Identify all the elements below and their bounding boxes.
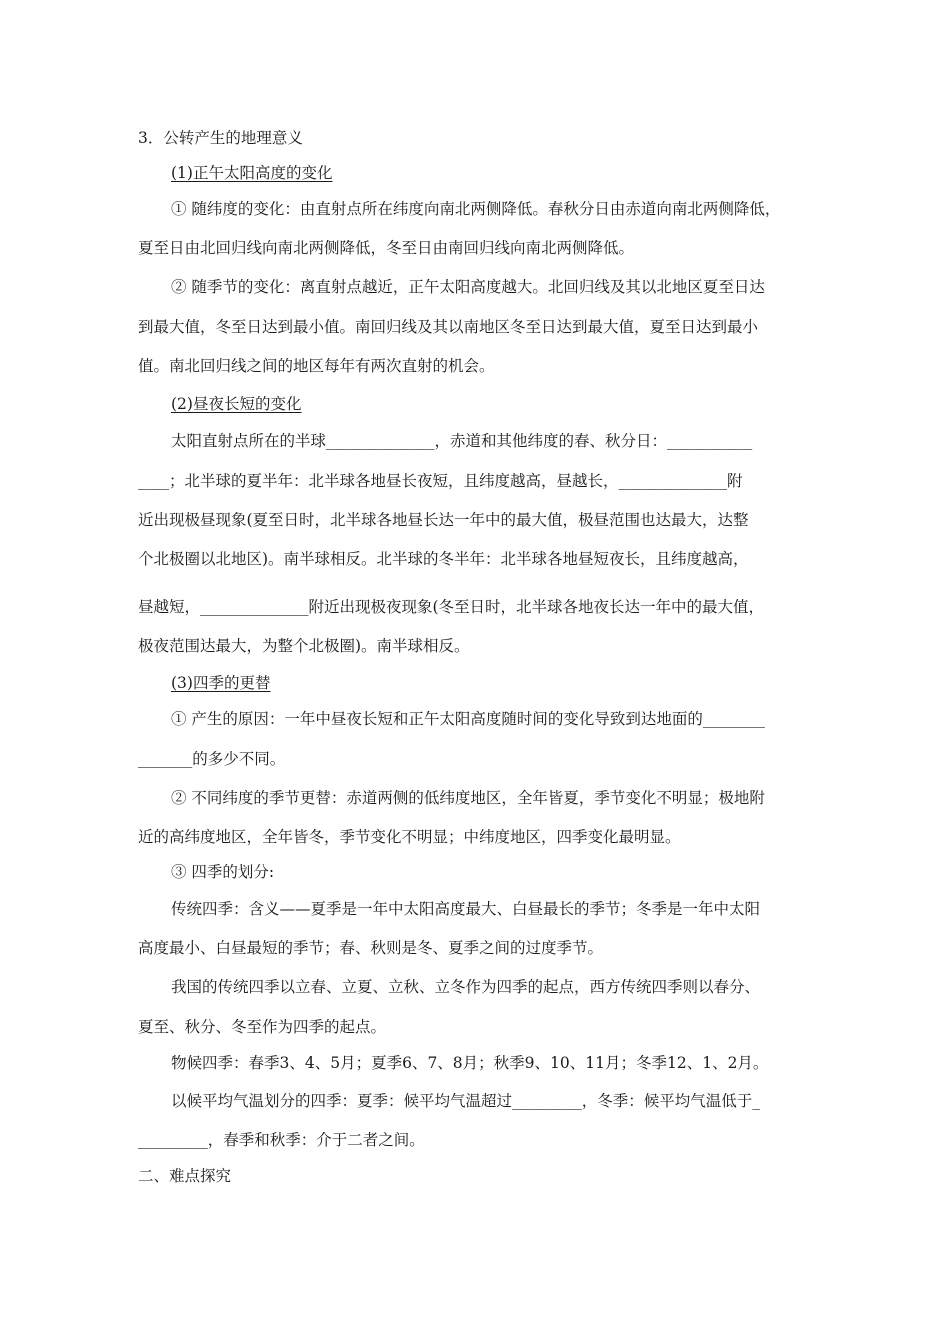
paragraph-line: _________，春季和秋季：介于二者之间。	[138, 1131, 425, 1149]
paragraph-line: ② 不同纬度的季节更替：赤道两侧的低纬度地区，全年皆夏，季节变化不明显；极地附	[171, 789, 765, 807]
section-title: 二、难点探究	[138, 1167, 232, 1185]
paragraph-line: ____；北半球的夏半年：北半球各地昼长夜短，且纬度越高，昼越长，______________附	[138, 472, 743, 490]
paragraph-line: 个北极圈以北地区)。南半球相反。北半球的冬半年：北半球各地昼短夜长，且纬度越高，	[138, 550, 749, 568]
paragraph-line: 值。南北回归线之间的地区每年有两次直射的机会。	[138, 357, 495, 375]
paragraph-line: 近的高纬度地区，全年皆冬，季节变化不明显；中纬度地区，四季变化最明显。	[138, 828, 681, 846]
subsection-title-day-length: (2)昼夜长短的变化	[171, 395, 302, 413]
paragraph-line: ① 产生的原因：一年中昼夜长短和正午太阳高度随时间的变化导致到达地面的________	[171, 710, 765, 728]
paragraph-line: _______的多少不同。	[138, 750, 286, 768]
paragraph-line: 我国的传统四季以立春、立夏、立秋、立冬作为四季的起点，西方传统四季则以春分、	[171, 978, 761, 996]
paragraph-line: 高度最小、白昼最短的季节；春、秋则是冬、夏季之间的过度季节。	[138, 939, 604, 957]
paragraph-line: ② 随季节的变化：离直射点越近，正午太阳高度越大。北回归线及其以北地区夏至日达	[171, 278, 765, 296]
paragraph-line: 物候四季：春季3、4、5月；夏季6、7、8月；秋季9、10、11月；冬季12、1、2月。	[171, 1054, 769, 1072]
section-title: 3．公转产生的地理意义	[138, 129, 303, 147]
paragraph-line: 到最大值，冬至日达到最小值。南回归线及其以南地区冬至日达到最大值，夏至日达到最小	[138, 318, 759, 336]
paragraph-line: ③ 四季的划分:	[171, 863, 275, 881]
subsection-title-solar-altitude: (1)正午太阳高度的变化	[171, 164, 333, 182]
paragraph-line: 昼越短，______________附近出现极夜现象(冬至日时，北半球各地夜长达一年中的最大值，	[138, 598, 765, 616]
paragraph-line: 传统四季：含义——夏季是一年中太阳高度最大、白昼最长的季节；冬季是一年中太阳	[171, 900, 761, 918]
paragraph-line: 夏至日由北回归线向南北两侧降低，冬至日由南回归线向南北两侧降低。	[138, 239, 635, 257]
paragraph-line: 近出现极昼现象(夏至日时，北半球各地昼长达一年中的最大值，极昼范围也达最大，达整	[138, 511, 749, 529]
paragraph-line: 夏至、秋分、冬至作为四季的起点。	[138, 1018, 387, 1036]
paragraph-line: 以候平均气温划分的四季：夏季：候平均气温超过_________，冬季：候平均气温低于_	[171, 1092, 761, 1110]
paragraph-line: ① 随纬度的变化：由直射点所在纬度向南北两侧降低。春秋分日由赤道向南北两侧降低，	[171, 200, 781, 218]
paragraph-line: 极夜范围达最大，为整个北极圈)。南半球相反。	[138, 637, 470, 655]
paragraph-line: 太阳直射点所在的半球______________，赤道和其他纬度的春、秋分日：___________	[171, 432, 753, 450]
subsection-title-seasons: (3)四季的更替	[171, 674, 271, 692]
